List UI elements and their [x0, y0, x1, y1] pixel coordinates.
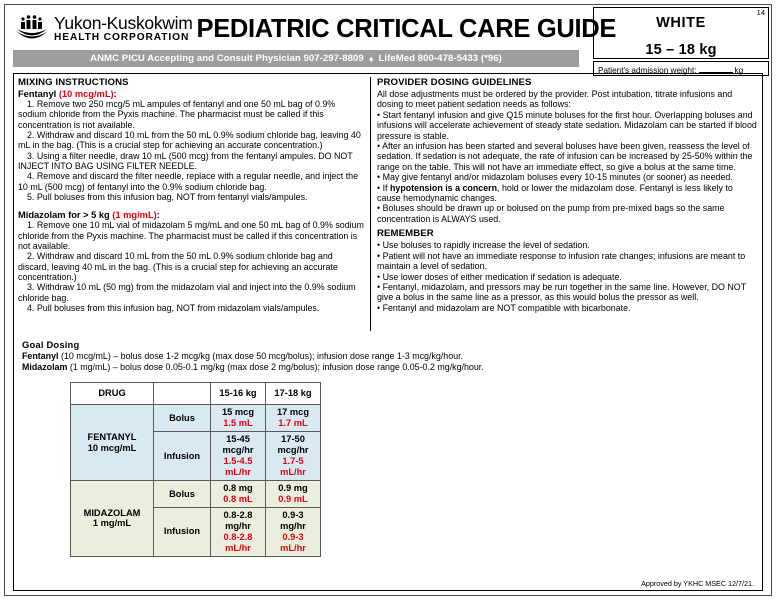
remember-bullet-2: • Patient will not have an immediate response to infusion rate changes; infusions are meant to maintain a level of sedation. — [377, 250, 746, 272]
hypotension-prefix: • If — [377, 182, 390, 193]
organization-logo — [11, 14, 192, 44]
content-box — [13, 73, 763, 591]
goal-dosing-midazolam — [22, 362, 758, 373]
banner-lifemed-contact: LifeMed 800-478-5433 (*96) — [378, 53, 502, 64]
color-code-label: WHITE — [656, 15, 706, 31]
provider-guidelines-column — [371, 77, 758, 331]
row-drug-midazolam — [71, 481, 154, 557]
admission-weight-blank[interactable] — [699, 64, 733, 73]
midazolam-infusion-w1 — [211, 508, 266, 557]
mixing-midazolam-step-2: 2. Withdraw and discard 10 mL from the 50 mL 0.9% sodium chloride bag and discard, leaving 40 mL in the bag. (This is a crucial step for achieving an accurate concentration.) — [18, 251, 338, 282]
mixing-instructions-column — [18, 77, 370, 331]
mixing-fentanyl-step-3: 3. Using a filter needle, draw 10 mL (500 mcg) from the fentanyl ampules. DO NOT INJECT INTO BAG USING FILTER NEEDLE. — [18, 150, 353, 171]
midazolam-infusion-w2-volume: 0.9-3 mL/hr — [280, 531, 306, 553]
goal-midazolam-detail: (1 mg/mL) – bolus dose 0.05-0.1 mg/kg (max dose 2 mg/bolus); infusion dose range 0.05-0.2 mg/kg/hour. — [67, 362, 484, 373]
fentanyl-bolus-w2-dose: 17 mcg — [276, 407, 310, 418]
midazolam-infusion-w1-dose: 0.8-2.8 mg/hr — [223, 510, 253, 531]
goal-dosing-section — [22, 339, 758, 373]
goal-midazolam-name: Midazolam — [22, 362, 68, 373]
banner-anmc-contact: ANMC PICU Accepting and Consult Physician 907-297-8809 — [90, 53, 364, 64]
table-header-row — [71, 383, 321, 405]
table-row — [71, 405, 321, 432]
provider-lead-text: All dose adjustments must be ordered by the provider. Post intubation, titrate infusions and dosing to meet patient sedation needs as follows: — [377, 89, 733, 110]
spacer — [18, 202, 364, 209]
remember-bullet-1: • Use boluses to rapidly increase the level of sedation. — [377, 240, 590, 251]
mixing-fentanyl-step-5: 5. Pull boluses from this infusion bag, NOT from fentanyl vials/ampules. — [27, 191, 308, 202]
approval-footnote: Approved by YKHC MSEC 12/7/21. — [641, 579, 754, 588]
fentanyl-infusion-w2-dose: 17-50 mcg/hr — [277, 434, 309, 456]
remember-bullet-4: • Fentanyl, midazolam, and pressors may be run together in the same line. However, DO NOT give a bolus in the same line as a pressor, as this would bolus the pressor as well. — [377, 281, 746, 303]
midazolam-infusion-w2-dose: 0.9-3 mg/hr — [280, 510, 306, 531]
admission-weight-unit: kg — [734, 66, 744, 75]
th-drug: DRUG — [71, 383, 154, 405]
midazolam-bolus-w2 — [266, 481, 321, 508]
ykhc-logo-icon — [15, 14, 49, 44]
fentanyl-bolus-w2-volume: 1.7 mL — [278, 418, 308, 429]
th-weight-1: 15-16 kg — [211, 383, 266, 405]
diamond-icon: ♦ — [368, 53, 374, 64]
remember-heading: REMEMBER — [377, 228, 434, 240]
dose-table-wrapper — [70, 382, 758, 557]
remember-bullet-3: • Use lower doses of either medication if sedation is adequate. — [377, 271, 622, 282]
mixing-fentanyl-title — [18, 89, 364, 99]
fentanyl-bolus-w2 — [266, 405, 321, 432]
fentanyl-concentration: 10 mcg/mL — [87, 442, 137, 453]
hypotension-bold: hypotension is a concern — [389, 182, 498, 193]
guide-sheet — [4, 4, 772, 596]
two-column-layout — [18, 77, 758, 331]
midazolam-name: MIDAZOLAM — [83, 507, 141, 518]
fentanyl-bolus-w1 — [211, 405, 266, 432]
midazolam-infusion-w1-volume: 0.8-2.8 mL/hr — [223, 531, 253, 553]
provider-bullet-5: • Boluses should be drawn up or bolused on the pump from pre-mixed bags so the same concentration is ALWAYS used. — [377, 203, 725, 224]
midazolam-bolus-route: Bolus — [154, 481, 211, 508]
fentanyl-bolus-w1-volume: 1.5 mL — [223, 418, 253, 429]
fentanyl-bolus-route: Bolus — [154, 405, 211, 432]
midazolam-bolus-w2-volume: 0.9 mL — [278, 494, 308, 505]
mixing-fentanyl-name: Fentanyl — [18, 89, 57, 99]
weight-category-box — [593, 7, 769, 59]
mixing-midazolam-colon: : — [156, 210, 160, 221]
mixing-fentanyl-step-1: 1. Remove two 250 mcg/5 mL ampules of fentanyl and one 50 mL bag of 0.9% sodium chloride from the Pyxis machine. The pharmacist must be called if this concentration is not available. — [18, 99, 336, 130]
fentanyl-bolus-w1-dose: 15 mcg — [221, 407, 255, 418]
mixing-midazolam-title — [18, 210, 364, 220]
th-route — [154, 383, 211, 405]
mixing-fentanyl-step-2: 2. Withdraw and discard 10 mL from the 50 mL 0.9% sodium chloride bag, leaving 40 mL in the bag. (This is a crucial step for achieving an accurate concentration.) — [18, 129, 361, 151]
mixing-midazolam-name: Midazolam for > 5 kg — [18, 210, 110, 221]
midazolam-bolus-w1-dose: 0.8 mg — [223, 483, 253, 494]
midazolam-bolus-w1-volume: 0.8 mL — [223, 494, 253, 505]
remember-bullet-5: • Fentanyl and midazolam are NOT compatible with bicarbonate. — [377, 302, 631, 313]
provider-heading: PROVIDER DOSING GUIDELINES — [377, 77, 532, 88]
mixing-fentanyl-colon: : — [113, 89, 117, 99]
mixing-midazolam-step-4: 4. Pull boluses from this infusion bag, NOT from midazolam vials/ampules. — [27, 302, 320, 313]
fentanyl-infusion-w2-volume: 1.7-5 mL/hr — [280, 456, 306, 478]
logo-text — [54, 12, 193, 44]
admission-weight-label: Patient's admission weight: — [598, 66, 697, 75]
dose-table — [70, 382, 321, 557]
fentanyl-infusion-w1-dose: 15-45 mcg/hr — [222, 434, 254, 456]
provider-bullet-hypotension — [377, 183, 758, 204]
fentanyl-infusion-w1 — [211, 432, 266, 481]
mixing-midazolam-step-3: 3. Withdraw 10 mL (50 mg) from the midazolam vial and inject into the 0.9% sodium chloride bag. — [18, 282, 356, 303]
fentanyl-infusion-route: Infusion — [154, 432, 211, 481]
midazolam-concentration: 1 mg/mL — [92, 518, 132, 529]
fentanyl-name: FENTANYL — [87, 431, 137, 442]
table-row — [71, 481, 321, 508]
row-drug-fentanyl — [71, 405, 154, 481]
provider-bullet-3: • May give fentanyl and/or midazolam boluses every 10-15 minutes (or sooner) as needed. — [377, 172, 733, 183]
fentanyl-infusion-w2 — [266, 432, 321, 481]
mixing-midazolam-step-1: 1. Remove one 10 mL vial of midazolam 5 mg/mL and one 50 mL bag of 0.9% sodium chloride from the Pyxis machine. The pharmacist must be called if this concentration is not available. — [18, 220, 364, 251]
goal-dosing-heading: Goal Dosing — [22, 339, 80, 350]
logo-org-sub: HEALTH CORPORATION — [54, 32, 190, 44]
mixing-fentanyl-concentration: (10 mcg/mL) — [58, 89, 114, 99]
contact-banner — [13, 50, 579, 67]
page-number: 14 — [756, 8, 765, 17]
logo-org-name: Yukon-Kuskokwim — [54, 12, 193, 33]
hypotension-suffix: , hold or lower the midazolam dose. Fentanyl is less likely to cause hemodynamic changes. — [377, 182, 733, 204]
goal-dosing-fentanyl — [22, 351, 758, 362]
goal-fentanyl-name: Fentanyl — [22, 351, 59, 361]
mixing-heading: MIXING INSTRUCTIONS — [18, 77, 129, 88]
midazolam-infusion-route: Infusion — [154, 508, 211, 557]
mixing-midazolam-concentration: (1 mg/mL) — [112, 210, 157, 221]
goal-fentanyl-detail: (10 mcg/mL) – bolus dose 1-2 mcg/kg (max dose 50 mcg/bolus); infusion dose range 1-3 mcg/kg/hour. — [58, 351, 464, 361]
fentanyl-infusion-w1-volume: 1.5-4.5 mL/hr — [223, 456, 253, 478]
midazolam-bolus-w1 — [211, 481, 266, 508]
mixing-fentanyl-step-4: 4. Remove and discard the filter needle, replace with a regular needle, and inject the 10 mL (500 mcg) of fentanyl into the 0.9% sodium chloride bag. — [18, 171, 359, 192]
midazolam-bolus-w2-dose: 0.9 mg — [278, 483, 308, 494]
th-weight-2: 17-18 kg — [266, 383, 321, 405]
weight-range-label: 15 – 18 kg — [645, 42, 717, 58]
midazolam-infusion-w2 — [266, 508, 321, 557]
page-title: PEDIATRIC CRITICAL CARE GUIDE — [196, 14, 617, 43]
provider-bullet-1: • Start fentanyl infusion and give Q15 minute boluses for the first hour. Overlapping boluses and infusions will accelerate achievement of steady state sedation. Midazolam can be started if blood pressure is stable. — [377, 109, 757, 141]
provider-bullet-2: • After an infusion has been started and several boluses have been given, reassess the level of sedation. If sedation is not adequate, the rate of infusion can be increased by 25-50% within the range on the table. This will not have an immediate effect, so give a bolus at the same time. — [377, 141, 753, 172]
